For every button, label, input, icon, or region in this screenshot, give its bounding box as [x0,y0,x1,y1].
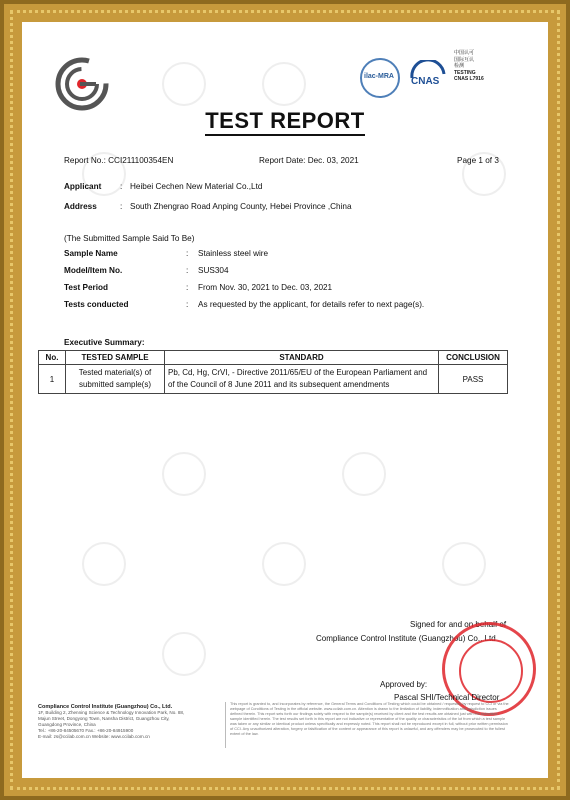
watermark-icon [442,542,486,586]
watermark-icon [262,62,306,106]
watermark-icon [162,632,206,676]
institute-name: Compliance Control Institute (Guangzhou) Co., Ltd [316,634,496,643]
address-separator: : [120,202,123,211]
row-no: 1 [39,365,66,394]
table-row [39,365,508,394]
svg-text:CNAS: CNAS [411,76,440,87]
cnas-text: 中国认可 国际互认 检测 TESTING CNAS L7916 [454,50,484,82]
address-value: South Zhengrao Road Anping County, Hebei Province ,China [130,202,352,211]
tests-conducted-separator: : [186,300,189,309]
sample-name-separator: : [186,249,189,258]
applicant-separator: : [120,182,123,191]
cci-logo-icon [54,56,110,112]
column-header-standard: STANDARD [165,351,439,365]
accreditation-logos [360,50,540,110]
watermark-icon [82,542,126,586]
tests-conducted-value: As requested by the applicant, for details refer to next page(s). [198,300,425,309]
approved-by-label: Approved by: [380,680,428,689]
sample-note: (The Submitted Sample Said To Be) [64,234,195,243]
column-header-no: No. [39,351,66,365]
test-period-value: From Nov. 30, 2021 to Dec. 03, 2021 [198,283,333,292]
model-value: SUS304 [198,266,229,275]
approver-name: Pascal SHI/Technical Director [394,693,500,702]
sample-name-label: Sample Name [64,249,118,258]
footer-divider [225,702,226,748]
page-number: Page 1 of 3 [457,156,499,165]
model-separator: : [186,266,189,275]
cnas-icon [408,60,448,96]
footer-disclaimer: This report is granted to, and incorporates by reference, the General Terms and Conditions of Testing which could be obtained / requested by request to CCI or via the webpage of Conditions of Testing in the official website. www.ccilab.com.cn. Attention is drawn to the limitation of liability, indemnification and jurisdiction issues defined therein. This report sets forth our findings solely with respect to the sample(s) received by client and the test results are obtained just with the submitted sample identified herein. The test results set forth in this report are not indicative or representative of the quality or characteristics of the lot from which a test sample was taken or any similar or identical product unless specifically and expressly noted. This report shall not be reproduced except in full, without prior written permission of CCI. Any unauthorized alteration, forgery or falsification of the content or appearance of this report is unlawful, and any offenders may be prosecuted to the fullest extent of the law. [230,702,509,736]
applicant-label: Applicant [64,182,102,191]
column-header-tested-sample: TESTED SAMPLE [66,351,165,365]
applicant-value: Heibei Cechen New Material Co.,Ltd [130,182,263,191]
tests-conducted-label: Tests conducted [64,300,129,309]
footer-company-info: Compliance Control Institute (Guangzhou) Co., Ltd. 1F, Building 2, Zhenning Science & Technology Innovation Park, No. 88, Majun Street, Dongyong Town, Nansha District, Guangzhou City, Guangdong Province, China Tel.: +86-20-84505670 Fax.: +86-20-84915900 E-mail: zs@ccilab.com.cn Website: www.ccilab.com.cn [38,704,185,739]
model-label: Model/Item No. [64,266,123,275]
address-label: Address [64,202,97,211]
test-period-label: Test Period [64,283,108,292]
signed-for-text: Signed for and on behalf of [410,620,507,629]
executive-summary-heading: Executive Summary: [64,338,145,347]
watermark-icon [262,542,306,586]
row-tested-sample: Tested material(s) of submitted sample(s) [66,365,165,394]
column-header-conclusion: CONCLUSION [439,351,508,365]
watermark-icon [162,62,206,106]
row-conclusion: PASS [439,365,508,394]
report-title: TEST REPORT [22,108,548,134]
ilac-mra-icon: ilac-MRA [360,58,400,98]
test-period-separator: : [186,283,189,292]
executive-summary-table [38,350,508,394]
watermark-icon [162,452,206,496]
watermark-icon [342,452,386,496]
table-header-row [39,351,508,365]
sample-name-value: Stainless steel wire [198,249,269,258]
report-page [22,22,548,778]
row-standard: Pb, Cd, Hg, CrVI, - Directive 2011/65/EU of the European Parliament and of the Council of 8 June 2011 and its subsequent amendments [165,365,439,394]
report-number: Report No.: CCI211100354EN [64,156,174,165]
report-date: Report Date: Dec. 03, 2021 [259,156,359,165]
